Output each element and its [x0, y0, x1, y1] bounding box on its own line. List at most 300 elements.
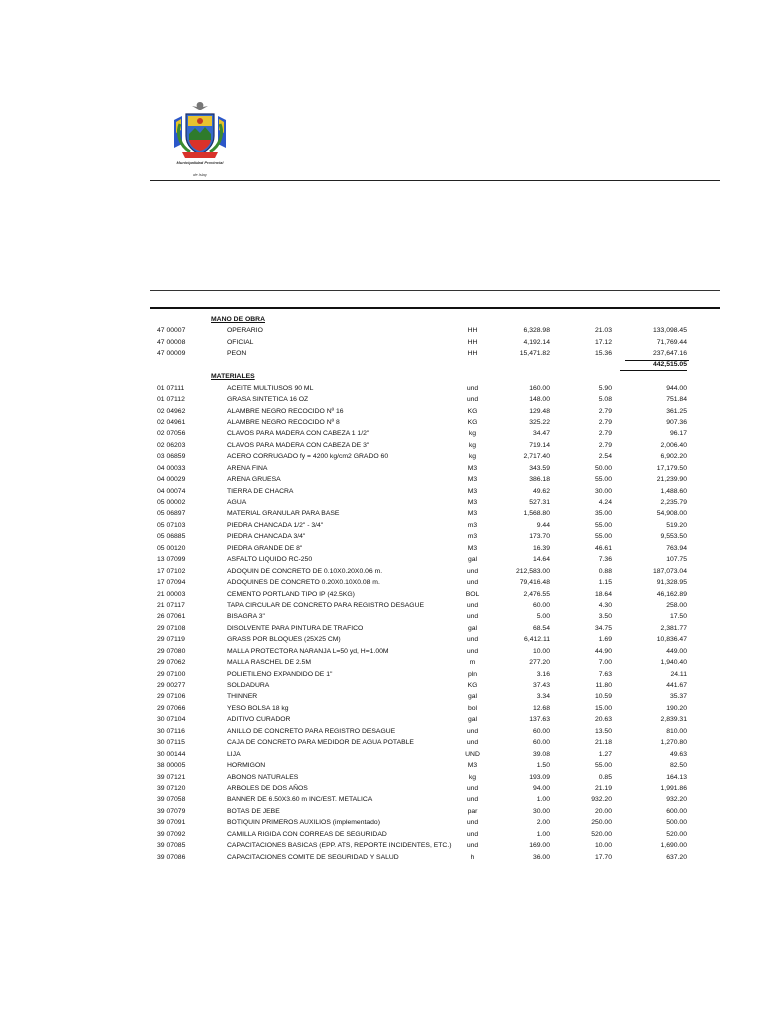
item-description: ADOQUINES DE CONCRETO 0.20X0.10X0.08 m.	[227, 579, 380, 587]
item-unit-price: 2.79	[598, 430, 612, 438]
item-unit: M3	[467, 464, 478, 472]
item-partial: 1,270.80	[660, 739, 687, 747]
item-quantity: 6,412.11	[524, 636, 550, 644]
item-quantity: 137.63	[529, 716, 550, 724]
item-unit: und	[466, 739, 479, 747]
table-row	[0, 829, 768, 840]
item-description: ASFALTO LIQUIDO RC-250	[227, 556, 313, 564]
item-description: DISOLVENTE PARA PINTURA DE TRAFICO	[227, 624, 364, 632]
item-code: 39 07091	[157, 819, 186, 827]
item-partial: 6,902.20	[660, 453, 687, 461]
item-unit-price: 2.54	[598, 453, 612, 461]
table-row	[0, 806, 768, 817]
item-unit-price: 7.00	[598, 659, 612, 667]
item-description: GRASA SINTETICA 16 OZ	[227, 396, 309, 404]
header-divider	[150, 180, 720, 181]
item-partial: 71,769.44	[656, 338, 687, 346]
item-quantity: 169.00	[529, 842, 550, 850]
item-description: CAMILLA RIGIDA CON CORREAS DE SEGURIDAD	[227, 830, 387, 838]
item-partial: 907.36	[666, 418, 687, 426]
item-description: BOTAS DE JEBE	[227, 807, 280, 815]
item-partial: 810.00	[666, 727, 687, 735]
item-quantity: 160.00	[529, 384, 550, 392]
item-unit-price: 932.20	[591, 796, 612, 804]
item-description: PIEDRA CHANCADA 3/4"	[227, 533, 306, 541]
table-row	[0, 703, 768, 714]
item-code: 29 07066	[157, 704, 186, 712]
item-partial: 21,239.90	[656, 476, 687, 484]
item-description: TIERRA DE CHACRA	[227, 487, 294, 495]
item-quantity: 68.54	[532, 624, 550, 632]
item-partial: 190.20	[666, 704, 687, 712]
item-description: ACEITE MULTIUSOS 90 ML	[227, 384, 314, 392]
item-quantity: 60.00	[532, 601, 550, 609]
item-description: CEMENTO PORTLAND TIPO IP (42.5KG)	[227, 590, 355, 598]
item-code: 47 00008	[157, 338, 186, 346]
item-unit-price: 21.03	[594, 327, 612, 335]
item-description: PEON	[227, 350, 247, 358]
item-code: 13 07099	[157, 556, 186, 564]
item-partial: 237,647.16	[652, 350, 687, 358]
table-row	[0, 337, 768, 348]
item-partial: 1,940.40	[660, 659, 687, 667]
item-unit: kg	[468, 441, 477, 449]
item-unit: gal	[467, 556, 478, 564]
table-row	[0, 760, 768, 771]
item-partial: 449.00	[666, 647, 687, 655]
table-top-rule	[150, 290, 720, 291]
item-quantity: 325.22	[529, 418, 550, 426]
item-code: 29 07062	[157, 659, 186, 667]
item-unit-price: 11.80	[595, 682, 612, 689]
item-quantity: 14.64	[532, 556, 550, 564]
item-unit: und	[466, 636, 479, 644]
item-unit-price: 50.00	[594, 464, 612, 472]
table-row	[0, 657, 768, 668]
item-partial: 932.20	[666, 796, 687, 804]
item-unit: und	[466, 819, 479, 827]
item-partial: 46,162.89	[656, 590, 687, 598]
item-quantity: 49.62	[532, 487, 550, 495]
item-code: 47 00009	[157, 350, 186, 358]
item-unit-price: 13.50	[594, 727, 612, 735]
item-unit: M3	[467, 762, 478, 770]
item-description: THINNER	[227, 693, 258, 701]
item-quantity: 79,416.48	[519, 579, 550, 587]
item-partial: 187,073.04	[652, 567, 687, 575]
item-unit: M3	[467, 487, 478, 495]
item-unit: m3	[467, 521, 478, 529]
item-description: ADITIVO CURADOR	[227, 716, 291, 724]
item-unit-price: 4.30	[598, 601, 612, 609]
item-quantity: 10.00	[532, 647, 550, 655]
table-header-rule	[150, 307, 720, 309]
item-quantity: 343.59	[529, 464, 550, 472]
table-row	[0, 772, 768, 783]
item-code: 01 07111	[157, 384, 185, 392]
item-code: 02 06203	[157, 441, 186, 449]
item-unit-price: 1.69	[598, 636, 612, 644]
table-row	[0, 691, 768, 702]
labor-total: 442,515.05	[620, 360, 687, 371]
item-quantity: 36.00	[532, 853, 550, 861]
item-unit-price: 21.18	[594, 739, 612, 747]
material-rows	[0, 383, 768, 863]
section-heading-row	[0, 371, 768, 382]
item-description: BANNER DE 6.50X3.60 m INC/EST. METALICA	[227, 796, 373, 804]
item-unit: HH	[467, 350, 478, 358]
item-description: ANILLO DE CONCRETO PARA REGISTRO DESAGUE	[227, 727, 396, 735]
municipal-crest-logo	[168, 100, 232, 182]
table-row	[0, 817, 768, 828]
item-partial: 17,179.50	[656, 464, 687, 472]
item-unit: gal	[467, 693, 478, 701]
item-description: ALAMBRE NEGRO RECOCIDO Nº 16	[227, 407, 344, 415]
table-row	[0, 726, 768, 737]
table-row	[0, 554, 768, 565]
item-code: 04 00033	[157, 464, 186, 472]
item-unit-price: 15.36	[594, 350, 612, 358]
table-row	[0, 543, 768, 554]
item-description: OPERARIO	[227, 327, 263, 335]
table-row	[0, 566, 768, 577]
item-description: PIEDRA CHANCADA 1/2" - 3/4"	[227, 521, 324, 529]
item-unit: UND	[465, 750, 480, 758]
item-partial: 361.25	[666, 407, 687, 415]
table-row	[0, 600, 768, 611]
item-description: ARENA FINA	[227, 464, 268, 472]
item-unit: KG	[467, 407, 478, 415]
item-unit-price: 17.70	[594, 853, 612, 861]
item-code: 05 00120	[157, 544, 186, 552]
item-partial: 17.50	[669, 613, 687, 621]
item-quantity: 1,568.80	[523, 510, 550, 518]
item-quantity: 34.47	[532, 430, 550, 438]
item-code: 39 07086	[157, 853, 186, 861]
item-partial: 637.20	[666, 853, 687, 861]
item-quantity: 9.44	[536, 521, 550, 529]
table-row	[0, 474, 768, 485]
item-code: 39 07121	[157, 773, 186, 781]
item-code: 29 07100	[157, 670, 186, 678]
item-description: ARENA GRUESA	[227, 476, 281, 484]
table-row	[0, 634, 768, 645]
item-code: 29 07108	[157, 624, 186, 632]
item-description: CLAVOS PARA MADERA CON CABEZA DE 3"	[227, 441, 370, 449]
item-unit-price: 55.00	[594, 533, 612, 541]
item-partial: 944.00	[666, 384, 687, 392]
item-description: CAPACITACIONES COMITE DE SEGURIDAD Y SALUD	[227, 853, 399, 861]
table-row	[0, 749, 768, 760]
municipality-name: Municipalidad Provincial	[176, 160, 224, 165]
item-quantity: 148.00	[529, 396, 550, 404]
item-unit-price: 35.00	[594, 510, 612, 518]
item-description: ADOQUIN DE CONCRETO DE 0.10X0.20X0.06 m.	[227, 567, 383, 575]
item-quantity: 30.00	[532, 807, 550, 815]
item-code: 04 00029	[157, 476, 186, 484]
item-unit-price: 2.79	[598, 407, 612, 415]
item-unit: HH	[467, 327, 478, 335]
item-partial: 49.63	[669, 750, 687, 758]
item-description: GRASS POR BLOQUES (25X25 CM)	[227, 636, 341, 644]
item-unit-price: 55.00	[594, 762, 612, 770]
item-quantity: 212,583.00	[515, 567, 550, 575]
item-unit: M3	[467, 499, 478, 506]
item-quantity: 15,471.82	[519, 350, 550, 358]
item-unit-price: 3.50	[598, 613, 612, 621]
item-unit-price: 55.00	[594, 476, 612, 484]
table-row	[0, 589, 768, 600]
labor-rows	[0, 325, 768, 359]
table-row	[0, 714, 768, 725]
item-code: 02 07056	[157, 430, 186, 438]
item-quantity: 129.48	[529, 407, 550, 415]
item-description: ACERO CORRUGADO fy = 4200 kg/cm2 GRADO 60	[227, 453, 389, 461]
item-code: 29 07080	[157, 647, 186, 655]
item-unit: M3	[467, 544, 478, 552]
item-unit-price: 10.59	[594, 693, 612, 701]
item-unit: und	[466, 601, 479, 609]
table-row	[0, 508, 768, 519]
item-quantity: 2.00	[536, 819, 550, 827]
item-unit: bol	[467, 704, 478, 712]
item-partial: 9,553.50	[660, 533, 687, 541]
item-unit-price: 0.85	[598, 773, 612, 781]
municipality-place: de Islay	[193, 172, 207, 177]
table-row	[0, 840, 768, 851]
item-quantity: 277.20	[529, 659, 550, 667]
item-unit-price: 1.15	[598, 579, 612, 587]
item-code: 39 07058	[157, 796, 186, 804]
item-description: TAPA CIRCULAR DE CONCRETO PARA REGISTRO DESAGUE	[227, 601, 425, 609]
table-row	[0, 646, 768, 657]
table-row	[0, 531, 768, 542]
item-unit-price: 5.90	[598, 384, 612, 392]
item-unit-price: 7.36	[598, 556, 612, 564]
item-partial: 82.50	[669, 762, 687, 770]
item-code: 39 07120	[157, 784, 186, 792]
item-unit: HH	[467, 338, 478, 346]
item-partial: 24.11	[670, 670, 687, 678]
item-unit: KG	[467, 418, 478, 426]
table-row	[0, 394, 768, 405]
item-unit-price: 18.64	[594, 590, 612, 598]
table-row	[0, 440, 768, 451]
item-description: MALLA PROTECTORA NARANJA L=50 yd, H=1.00M	[227, 647, 389, 655]
item-code: 38 00005	[157, 762, 186, 770]
item-unit-price: 10.00	[594, 842, 612, 850]
item-partial: 1,991.86	[660, 784, 687, 792]
table-row	[0, 737, 768, 748]
item-partial: 107.75	[666, 556, 687, 564]
item-partial: 2,006.40	[660, 441, 687, 449]
item-unit-price: 46.61	[594, 544, 612, 552]
item-unit: M3	[467, 476, 478, 484]
item-code: 29 00277	[157, 682, 186, 689]
item-quantity: 527.31	[529, 499, 550, 506]
item-unit: und	[466, 396, 479, 404]
item-code: 26 07061	[157, 613, 186, 621]
table-row	[0, 463, 768, 474]
table-row	[0, 669, 768, 680]
item-unit-price: 21.19	[594, 784, 612, 792]
item-description: BOTIQUIN PRIMEROS AUXILIOS (implementado)	[227, 819, 380, 827]
item-unit-price: 4.24	[598, 499, 612, 506]
item-partial: 1,488.60	[660, 487, 687, 495]
item-description: YESO BOLSA 18 kg	[227, 704, 289, 712]
item-unit-price: 20.63	[594, 716, 612, 724]
table-row	[0, 325, 768, 336]
item-code: 05 06885	[157, 533, 186, 541]
item-description: POLIETILENO EXPANDIDO DE 1"	[227, 670, 333, 678]
item-unit-price: 0.88	[598, 567, 612, 575]
item-unit: und	[466, 727, 479, 735]
item-description: CAPACITACIONES BASICAS (EPP. ATS, REPORTE INCIDENTES, ETC.)	[227, 842, 452, 850]
item-code: 01 07112	[157, 396, 185, 404]
item-quantity: 60.00	[532, 739, 550, 747]
item-unit: BOL	[465, 590, 480, 598]
item-unit-price: 17.12	[594, 338, 612, 346]
item-description: ABONOS NATURALES	[227, 773, 299, 781]
item-description: SOLDADURA	[227, 682, 270, 689]
item-quantity: 94.00	[532, 784, 550, 792]
item-code: 39 07079	[157, 807, 186, 815]
item-unit-price: 2.79	[598, 418, 612, 426]
table-row	[0, 852, 768, 863]
item-unit: gal	[467, 624, 478, 632]
item-partial: 96.17	[669, 430, 687, 438]
table-row	[0, 577, 768, 588]
item-code: 30 00144	[157, 750, 186, 758]
item-description: CLAVOS PARA MADERA CON CABEZA 1 1/2"	[227, 430, 370, 438]
item-unit: par	[467, 807, 478, 815]
item-unit-price: 1.27	[598, 750, 612, 758]
resource-table	[0, 314, 768, 863]
item-code: 17 07094	[157, 579, 186, 587]
item-unit: m3	[467, 533, 478, 541]
item-quantity: 60.00	[532, 727, 550, 735]
table-row	[0, 611, 768, 622]
item-quantity: 1.50	[536, 762, 550, 770]
item-quantity: 386.18	[529, 476, 550, 484]
item-code: 30 07115	[157, 739, 185, 747]
section-title-materials: MATERIALES	[211, 373, 255, 381]
item-quantity: 6,328.98	[523, 327, 550, 335]
item-partial: 520.00	[666, 830, 687, 838]
item-partial: 91,328.95	[656, 579, 687, 587]
item-code: 05 07103	[157, 521, 186, 529]
table-row	[0, 428, 768, 439]
item-unit-price: 15.00	[594, 704, 612, 712]
table-row	[0, 451, 768, 462]
item-unit-price: 30.00	[594, 487, 612, 495]
item-code: 02 04961	[157, 418, 186, 426]
item-unit-price: 7.63	[598, 670, 612, 678]
item-unit-price: 44.90	[594, 647, 612, 655]
item-unit: kg	[468, 773, 477, 781]
table-row	[0, 623, 768, 634]
section-title-labor: MANO DE OBRA	[211, 316, 265, 323]
item-code: 30 07104	[157, 716, 186, 724]
item-description: HORMIGON	[227, 762, 266, 770]
item-description: PIEDRA GRANDE DE 8"	[227, 544, 303, 552]
item-partial: 133,098.45	[652, 327, 687, 335]
item-unit: h	[470, 853, 475, 861]
item-code: 04 00074	[157, 487, 186, 495]
item-unit: und	[466, 830, 479, 838]
item-unit: kg	[468, 430, 477, 438]
item-description: CAJA DE CONCRETO PARA MEDIDOR DE AGUA POTABLE	[227, 739, 414, 747]
item-unit: pln	[467, 670, 478, 678]
item-partial: 2,839.31	[660, 716, 687, 724]
item-description: ARBOLES DE DOS AÑOS	[227, 784, 308, 792]
item-quantity: 2,476.55	[523, 590, 550, 598]
item-description: MALLA RASCHEL DE 2.5M	[227, 659, 311, 667]
item-code: 17 07102	[157, 567, 186, 575]
item-partial: 600.00	[666, 807, 687, 815]
item-unit: und	[466, 384, 479, 392]
item-unit-price: 5.08	[598, 396, 612, 404]
item-partial: 751.84	[666, 396, 687, 404]
item-quantity: 3.34	[536, 693, 550, 701]
item-unit: M3	[467, 510, 478, 518]
item-unit: m	[469, 659, 476, 667]
item-unit-price: 250.00	[591, 819, 612, 827]
item-quantity: 37.43	[532, 682, 550, 689]
item-quantity: 39.08	[532, 750, 550, 758]
table-row	[0, 680, 768, 691]
item-unit-price: 34.75	[594, 624, 612, 632]
section-heading-row	[0, 314, 768, 325]
item-code: 47 00007	[157, 327, 186, 335]
item-unit: und	[466, 796, 479, 804]
item-unit: und	[466, 647, 479, 655]
item-partial: 164.13	[666, 773, 687, 781]
table-row	[0, 497, 768, 508]
item-partial: 2,235.79	[660, 499, 687, 506]
table-row	[0, 794, 768, 805]
table-row	[0, 520, 768, 531]
item-code: 21 00003	[157, 590, 186, 598]
item-unit-price: 520.00	[591, 830, 612, 838]
table-row	[0, 406, 768, 417]
item-partial: 519.20	[666, 521, 687, 529]
item-description: OFICIAL	[227, 338, 254, 346]
table-row	[0, 486, 768, 497]
table-row	[0, 383, 768, 394]
item-unit-price: 2.79	[598, 441, 612, 449]
item-unit: kg	[468, 453, 477, 461]
item-description: LIJA	[227, 750, 241, 758]
item-code: 29 07106	[157, 693, 186, 701]
table-row	[0, 417, 768, 428]
item-code: 39 07092	[157, 830, 186, 838]
section-total-row	[0, 360, 768, 371]
item-code: 21 07117	[157, 601, 185, 609]
item-quantity: 193.09	[529, 773, 550, 781]
item-quantity: 1.00	[536, 830, 550, 838]
item-unit: und	[466, 784, 479, 792]
item-quantity: 12.68	[532, 704, 550, 712]
item-code: 03 06859	[157, 453, 186, 461]
item-unit: gal	[467, 716, 478, 724]
item-partial: 54,908.00	[656, 510, 687, 518]
item-unit: und	[466, 567, 479, 575]
item-quantity: 719.14	[529, 441, 550, 449]
item-quantity: 3.16	[536, 670, 550, 678]
item-partial: 258.00	[666, 601, 687, 609]
item-quantity: 2,717.40	[523, 453, 550, 461]
